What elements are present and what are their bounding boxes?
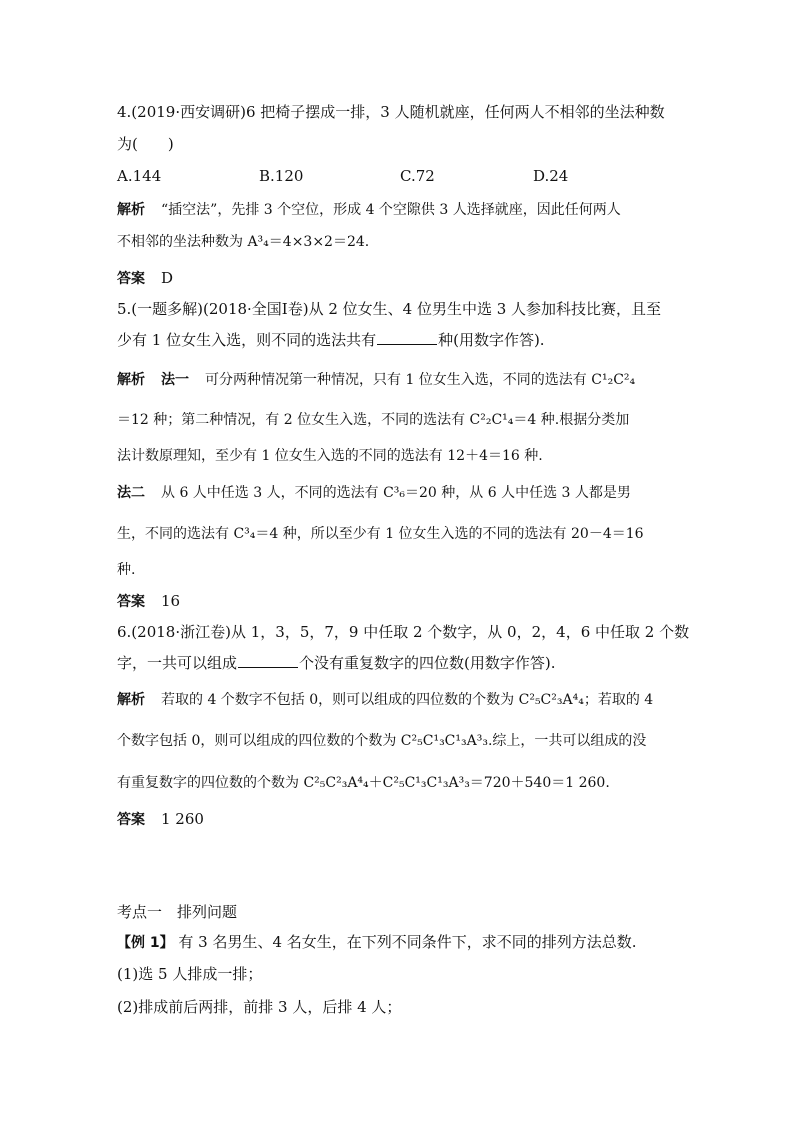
q5-method1-label: 法一 [161,372,189,388]
q6-analysis-line-2: 个数字包括 0，则可以组成的四位数的个数为 C²₅C¹₃C¹₃A³₃.综上，一共可以组成的没 [117,733,647,749]
q5-stem-line-1: 5.(一题多解)(2018·全国Ⅰ卷)从 2 位女生、4 位男生中选 3 人参加科技比赛，且至 [117,300,662,318]
q6-analysis-label: 解析 [117,692,145,708]
q6-answer-value: 1 260 [161,810,204,828]
q4-analysis-line-2: 不相邻的坐法种数为 A³₄＝4×3×2＝24. [117,234,370,250]
q5-method1-line-1 [117,369,692,390]
q4-choice-c: C.72 [400,167,435,185]
q5-stem-line-2 [117,330,692,350]
q5-answer-label: 答案 [117,594,145,610]
q5-method1-text-1: 可分两种情况第一种情况，只有 1 位女生入选，不同的选法有 C¹₂C²₄ [205,372,636,388]
q5-answer-value: 16 [161,592,181,610]
example-1-label: 【例 1】 [117,935,174,951]
example-1-item-1: (1)选 5 人排成一排； [117,965,263,983]
q5-stem-before-blank: 少有 1 位女生入选，则不同的选法共有 [117,331,377,349]
q6-analysis-text-1: 若取的 4 个数字不包括 0，则可以组成的四位数的个数为 C²₅C²₃A⁴₄；若取的 4 [161,692,654,708]
q5-method2-line-3: 种. [117,562,136,578]
q5-analysis-label: 解析 [117,372,145,388]
q5-stem-after-blank: 种(用数字作答). [438,331,545,349]
q5-method1-line-3: 法计数原理知，至少有 1 位女生入选的不同的选法有 12＋4＝16 种. [117,448,543,464]
q4-answer-value: D [161,269,174,287]
example-1-item-2: (2)排成前后两排，前排 3 人，后排 4 人； [117,998,402,1016]
q4-choice-b: B.120 [259,167,304,185]
q4-analysis-line-1 [117,199,692,220]
q5-answer-line [117,591,692,612]
q4-stem-line-1: 4.(2019·西安调研)6 把椅子摆成一排，3 人随机就座，任何两人不相邻的坐法种数 [117,103,665,121]
q5-answer-blank [377,330,437,345]
q4-answer-line [117,268,692,289]
q6-answer-blank [238,653,298,668]
q6-answer-line [117,809,692,830]
q5-method1-line-2: ＝12 种；第二种情况，有 2 位女生入选，不同的选法有 C²₂C¹₄＝4 种.根据分类加 [117,412,630,428]
q4-choice-d: D.24 [533,167,569,185]
q4-choices [117,166,692,186]
q6-answer-label: 答案 [117,812,145,828]
section-title: 考点一 排列问题 [117,903,238,921]
q4-analysis-text-1: “插空法”，先排 3 个空位，形成 4 个空隙供 3 人选择就座，因此任何两人 [161,202,621,218]
q4-analysis-label: 解析 [117,202,145,218]
q6-stem-line-2 [117,653,692,673]
q5-method2-line-2: 生，不同的选法有 C³₄＝4 种，所以至少有 1 位女生入选的不同的选法有 20－4＝16 [117,526,644,542]
q6-analysis-line-1 [117,689,692,710]
example-1-line [117,932,692,953]
q6-stem-line-1: 6.(2018·浙江卷)从 1，3，5，7，9 中任取 2 个数字，从 0，2，4，6 中任取 2 个数 [117,623,690,641]
q4-answer-label: 答案 [117,271,145,287]
q6-stem-after-blank: 个没有重复数字的四位数(用数字作答). [299,654,556,672]
q4-choice-a: A.144 [117,167,162,185]
q5-method2-line-1 [117,482,692,503]
q5-method2-text-1: 从 6 人中任选 3 人，不同的选法有 C³₆＝20 种，从 6 人中任选 3 人都是男 [161,485,631,501]
q6-analysis-line-3: 有重复数字的四位数的个数为 C²₅C²₃A⁴₄＋C²₅C¹₃C¹₃A³₃＝720＋540＝1 260. [117,775,610,791]
q5-method2-label: 法二 [117,485,145,501]
q6-stem-before-blank: 字，一共可以组成 [117,654,238,672]
q4-stem-line-2: 为( ) [117,135,174,153]
example-1-text: 有 3 名男生、4 名女生，在下列不同条件下，求不同的排列方法总数. [178,933,637,951]
